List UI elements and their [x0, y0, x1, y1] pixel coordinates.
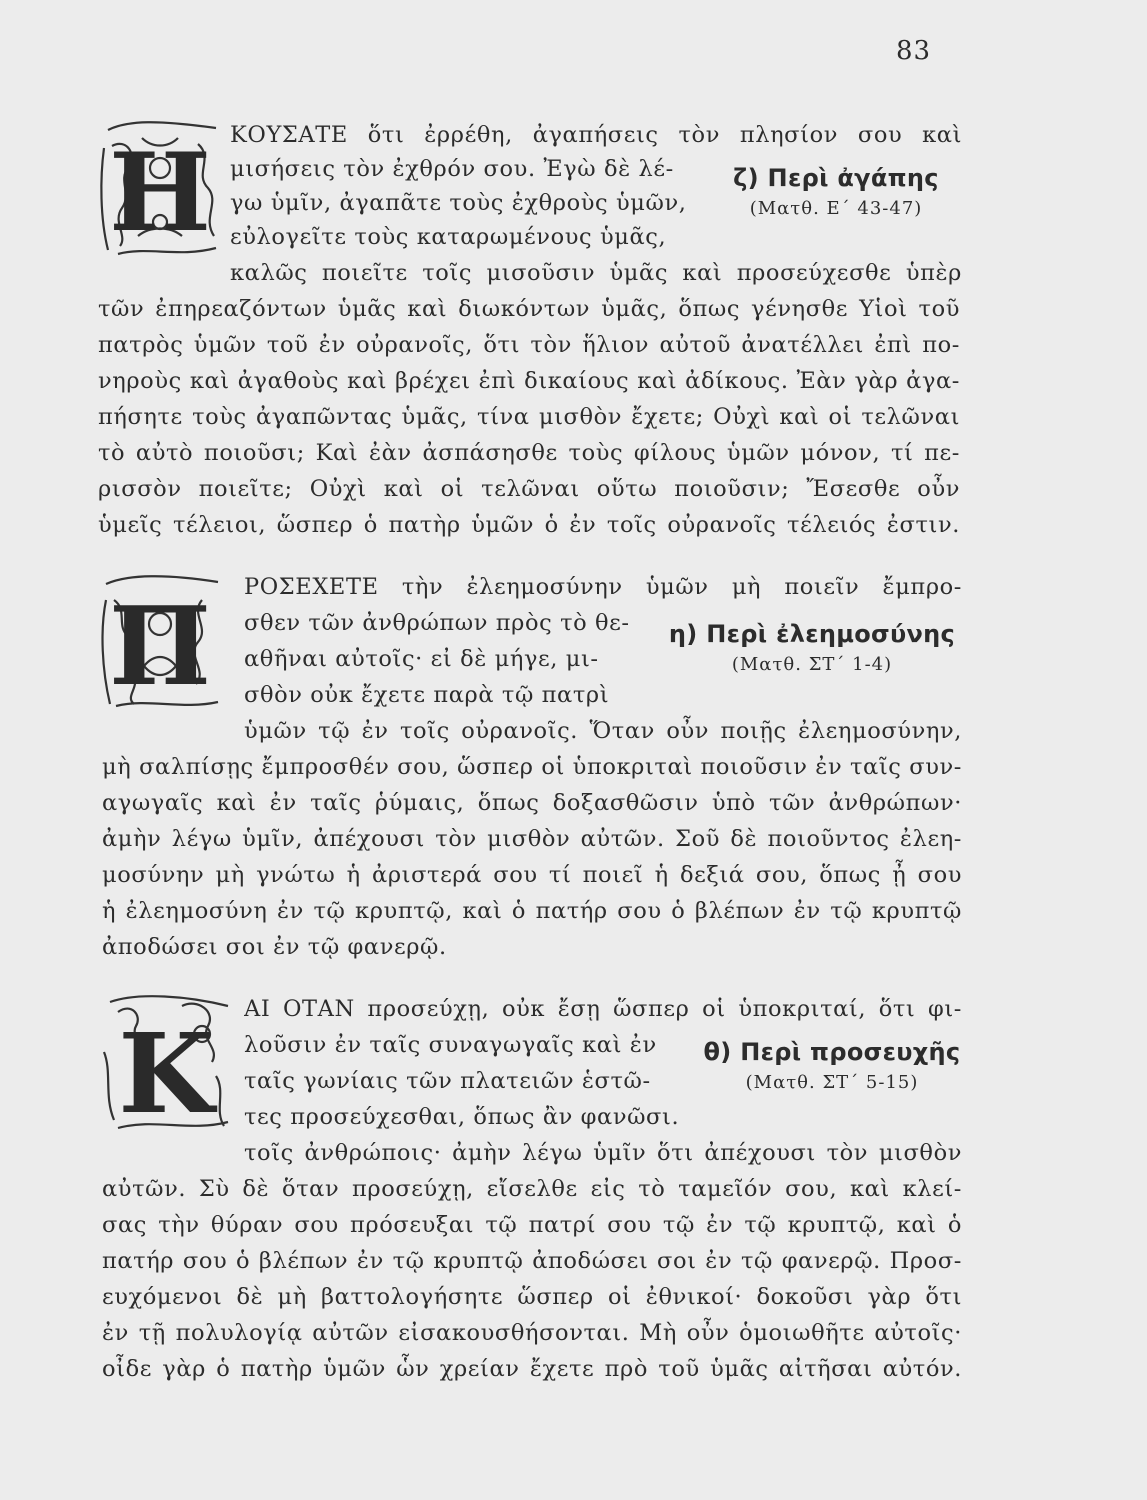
text-line: οἶδε γὰρ ὁ πατὴρ ὑμῶν ὧν χρείαν ἔχετε πρὸ τοῦ ὑμᾶς αἰτῆσαι αὐτόν. — [102, 1356, 962, 1382]
text-line: τὸ αὐτὸ ποιοῦσι; Καὶ ἐὰν ἀσπάσησθε τοὺς φίλους ὑμῶν μόνον, τί πε- — [98, 440, 960, 466]
section-prayer — [98, 992, 960, 1392]
text-line: σθεν τῶν ἀνθρώπων πρὸς τὸ θε- — [244, 610, 630, 636]
text-line: πατρὸς ὑμῶν τοῦ ἐν οὐρανοῖς, ὅτι τὸν ἥλιον αὐτοῦ ἀνατέλλει ἐπὶ πο- — [98, 332, 960, 358]
text-line: πήσητε τοὺς ἀγαπῶντας ὑμᾶς, τίνα μισθὸν ἔχετε; Οὐχὶ καὶ οἱ τελῶναι — [98, 404, 960, 430]
text-line: τες προσεύχεσθαι, ὅπως ἂν φανῶσι. — [244, 1104, 680, 1130]
ornamental-drop-cap-eta — [98, 118, 222, 258]
side-heading-title: θ) Περὶ προσευχῆς — [703, 1038, 961, 1066]
text-line: σθὸν οὐκ ἔχετε παρὰ τῷ πατρὶ — [244, 682, 610, 708]
side-heading-love — [716, 164, 956, 219]
text-line: τῶν ἐπηρεαζόντων ὑμᾶς καὶ διωκόντων ὑμᾶς, ὅπως γένησθε Υἱοὶ τοῦ — [98, 296, 960, 322]
text-line: μὴ σαλπίσῃς ἔμπροσθέν σου, ὥσπερ οἱ ὑποκριταὶ ποιοῦσιν ἐν ταῖς συν- — [102, 754, 962, 780]
scripture-reference: (Ματθ. ΣΤ΄ 1-4) — [731, 654, 893, 675]
text-line: εὐλογεῖτε τοὺς καταρωμένους ὑμᾶς, — [230, 224, 667, 250]
text-line: ὑμῶν τῷ ἐν τοῖς οὐρανοῖς. Ὅταν οὖν ποιῇς ἐλεημοσύνην, — [244, 718, 962, 744]
text-line: μισήσεις τὸν ἐχθρόν σου. Ἐγὼ δὲ λέ- — [230, 156, 674, 182]
page-number: 83 — [896, 36, 932, 66]
svg-text:Κ: Κ — [118, 1009, 214, 1132]
text-line: ὑμεῖς τέλειοι, ὥσπερ ὁ πατὴρ ὑμῶν ὁ ἐν τοῖς οὐρανοῖς τέλειός ἐστιν. — [98, 512, 960, 538]
section-love — [98, 118, 960, 538]
side-heading-title: ζ) Περὶ ἀγάπης — [733, 164, 939, 192]
scripture-reference: (Ματθ. ΣΤ΄ 5-15) — [745, 1072, 919, 1093]
side-heading-title: η) Περὶ ἐλεημοσύνης — [668, 620, 956, 648]
text-line: ἀμὴν λέγω ὑμῖν, ἀπέχουσι τὸν μισθὸν αὐτῶν. Σοῦ δὲ ποιοῦντος ἐλεη- — [102, 826, 962, 852]
text-line: σας τὴν θύραν σου πρόσευξαι τῷ πατρί σου τῷ ἐν τῷ κρυπτῷ, καὶ ὁ — [102, 1212, 962, 1238]
text-line: αθῆναι αὐτοῖς· εἰ δὲ μήγε, μι- — [244, 646, 599, 672]
text-line: νηροὺς καὶ ἀγαθοὺς καὶ βρέχει ἐπὶ δικαίους καὶ ἀδίκους. Ἐὰν γὰρ ἀγα- — [98, 368, 960, 394]
side-heading-almsgiving — [662, 620, 962, 675]
scripture-reference: (Ματθ. Ε΄ 43-47) — [749, 198, 923, 219]
text-line: καλῶς ποιεῖτε τοῖς μισοῦσιν ὑμᾶς καὶ προσεύχεσθε ὑπὲρ — [230, 260, 962, 286]
ornamental-drop-cap-kappa — [98, 992, 232, 1132]
svg-text:Η: Η — [108, 130, 212, 256]
ornamental-drop-cap-pi — [98, 570, 222, 710]
text-line: αὐτῶν. Σὺ δὲ ὅταν προσεύχῃ, εἴσελθε εἰς τὸ ταμεῖόν σου, καὶ κλεί- — [102, 1176, 962, 1202]
text-line: ταῖς γωνίαις τῶν πλατειῶν ἑστῶ- — [244, 1068, 651, 1094]
side-heading-prayer — [702, 1038, 962, 1093]
text-line: ρισσὸν ποιεῖτε; Οὐχὶ καὶ οἱ τελῶναι οὕτω ποιοῦσιν; Ἔσεσθε οὖν — [98, 476, 960, 502]
text-line: ΚΟΥΣΑΤΕ ὅτι ἐρρέθη, ἀγαπήσεις τὸν πλησίον σου καὶ — [230, 122, 962, 148]
svg-text:Π: Π — [109, 584, 211, 710]
text-line: ΡΟΣΕΧΕΤΕ τὴν ἐλεημοσύνην ὑμῶν μὴ ποιεῖν ἔμπρο- — [244, 574, 962, 600]
text-line: γω ὑμῖν, ἀγαπᾶτε τοὺς ἐχθροὺς ὑμῶν, — [230, 190, 687, 216]
section-almsgiving — [98, 570, 960, 970]
text-line: λοῦσιν ἐν ταῖς συναγωγαῖς καὶ ἐν — [244, 1032, 657, 1058]
text-line: μοσύνην μὴ γνώτω ἡ ἀριστερά σου τί ποιεῖ ἡ δεξιά σου, ὅπως ᾖ σου — [102, 862, 962, 888]
text-line: ἡ ἐλεημοσύνη ἐν τῷ κρυπτῷ, καὶ ὁ πατήρ σου ὁ βλέπων ἐν τῷ κρυπτῷ — [102, 898, 962, 924]
text-line: πατήρ σου ὁ βλέπων ἐν τῷ κρυπτῷ ἀποδώσει σοι ἐν τῷ φανερῷ. Προσ- — [102, 1248, 962, 1274]
text-line: ευχόμενοι δὲ μὴ βαττολογήσητε ὥσπερ οἱ ἐθνικοί· δοκοῦσι γὰρ ὅτι — [102, 1284, 962, 1310]
text-line: αγωγαῖς καὶ ἐν ταῖς ῥύμαις, ὅπως δοξασθῶσιν ὑπὸ τῶν ἀνθρώπων· — [102, 790, 962, 816]
text-line: ἀποδώσει σοι ἐν τῷ φανερῷ. — [102, 934, 447, 960]
text-line: ΑΙ ΟΤΑΝ προσεύχῃ, οὐκ ἔσῃ ὥσπερ οἱ ὑποκριταί, ὅτι φι- — [244, 996, 962, 1022]
text-line: ἐν τῇ πολυλογίᾳ αὐτῶν εἰσακουσθήσονται. Μὴ οὖν ὁμοιωθῆτε αὐτοῖς· — [102, 1320, 962, 1346]
text-line: τοῖς ἀνθρώποις· ἀμὴν λέγω ὑμῖν ὅτι ἀπέχουσι τὸν μισθὸν — [244, 1140, 962, 1166]
